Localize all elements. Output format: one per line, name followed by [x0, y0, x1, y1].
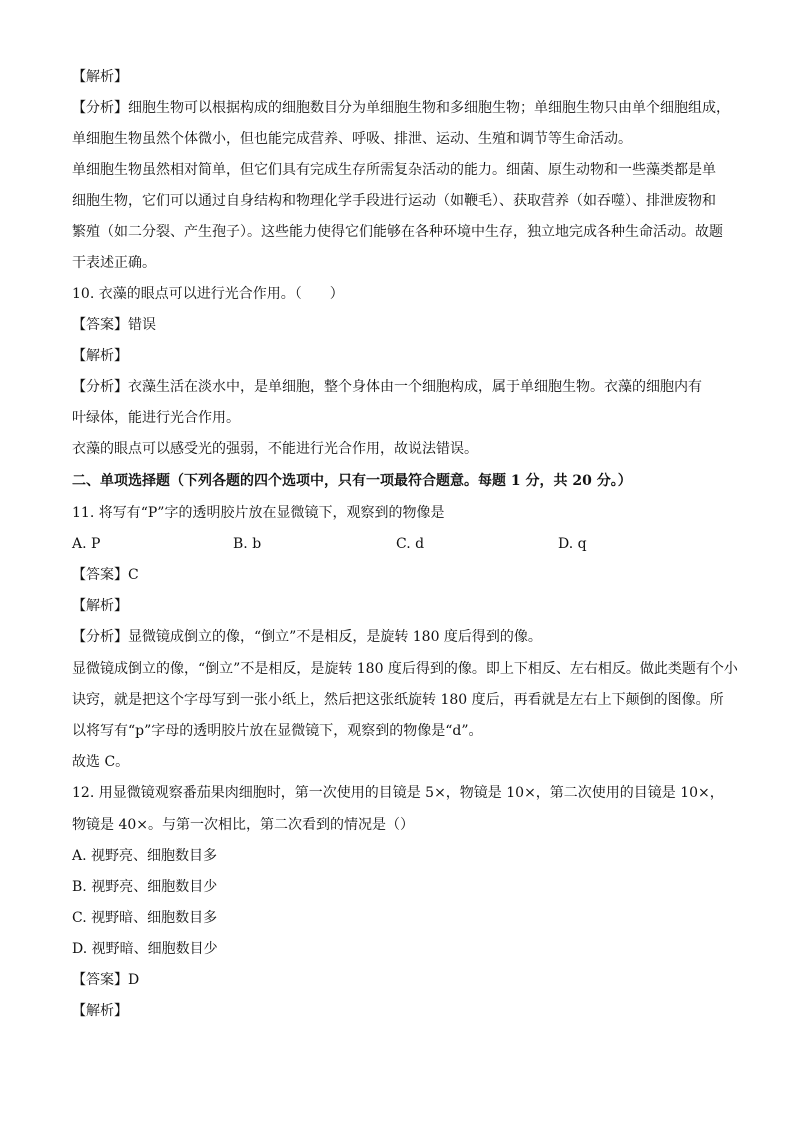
q11-option-a: A. P [72, 536, 101, 552]
analysis-header: 【解析】 [72, 598, 128, 614]
text-line: 物镜是 40×。与第一次相比，第二次看到的情况是（） [72, 817, 414, 833]
q12-option-d: D. 视野暗、细胞数目少 [72, 941, 218, 957]
text-line: 【分析】细胞生物可以根据构成的细胞数目分为单细胞生物和多细胞生物；单细胞生物只由单个细胞组成， [72, 100, 730, 116]
text-line: 【分析】显微镜成倒立的像，“倒立”不是相反，是旋转 180 度后得到的像。 [72, 629, 542, 645]
q11-option-d: D. q [558, 536, 587, 552]
q11-option-c: C. d [396, 536, 425, 552]
answer-line: 【答案】错误 [72, 317, 156, 333]
q11-option-b: B. b [233, 536, 262, 552]
text-line: 衣藻的眼点可以感受光的强弱，不能进行光合作用，故说法错误。 [72, 441, 478, 457]
analysis-header: 【解析】 [72, 348, 128, 364]
answer-line: 【答案】D [72, 972, 140, 988]
text-line: 叶绿体，能进行光合作用。 [72, 410, 240, 426]
text-line: 单细胞生物虽然个体微小，但也能完成营养、呼吸、排泄、运动、生殖和调节等生命活动。 [72, 131, 632, 147]
text-line: 以将写有“p”字母的透明胶片放在显微镜下，观察到的物像是“d”。 [72, 723, 483, 739]
answer-line: 【答案】C [72, 567, 139, 583]
question-12: 12. 用显微镜观察番茄果肉细胞时，第一次使用的目镜是 5×，物镜是 10×，第二次使用的目镜是 10×， [72, 785, 724, 801]
q12-option-c: C. 视野暗、细胞数目多 [72, 910, 218, 926]
q12-option-b: B. 视野亮、细胞数目少 [72, 879, 218, 895]
section-heading: 二、单项选择题（下列各题的四个选项中，只有一项最符合题意。每题 1 分，共 20 分。） [72, 473, 632, 489]
text-line: 单细胞生物虽然相对简单，但它们具有完成生存所需复杂活动的能力。细菌、原生动物和一些藻类都是单 [72, 162, 716, 178]
analysis-header: 【解析】 [72, 1003, 128, 1019]
q12-option-a: A. 视野亮、细胞数目多 [72, 848, 218, 864]
text-line: 故选 C。 [72, 754, 130, 770]
text-line: 干表述正确。 [72, 255, 156, 271]
text-line: 诀窍，就是把这个字母写到一张小纸上，然后把这张纸旋转 180 度后，再看就是左右上下颠倒的图像。所 [72, 692, 724, 708]
text-line: 细胞生物，它们可以通过自身结构和物理化学手段进行运动（如鞭毛）、获取营养（如吞噬）、排泄废物和 [72, 193, 716, 209]
text-line: 繁殖（如二分裂、产生孢子）。这些能力使得它们能够在各种环境中生存，独立地完成各种生命活动。故题 [72, 224, 723, 240]
analysis-header: 【解析】 [72, 69, 128, 85]
text-line: 显微镜成倒立的像，“倒立”不是相反，是旋转 180 度后得到的像。即上下相反、左右相反。做此类题有个小 [72, 661, 738, 677]
question-10: 10. 衣藻的眼点可以进行光合作用。（ ） [72, 286, 344, 302]
question-11: 11. 将写有“P”字的透明胶片放在显微镜下，观察到的物像是 [72, 505, 445, 521]
text-line: 【分析】衣藻生活在淡水中，是单细胞，整个身体由一个细胞构成，属于单细胞生物。衣藻的细胞内有 [72, 379, 702, 395]
